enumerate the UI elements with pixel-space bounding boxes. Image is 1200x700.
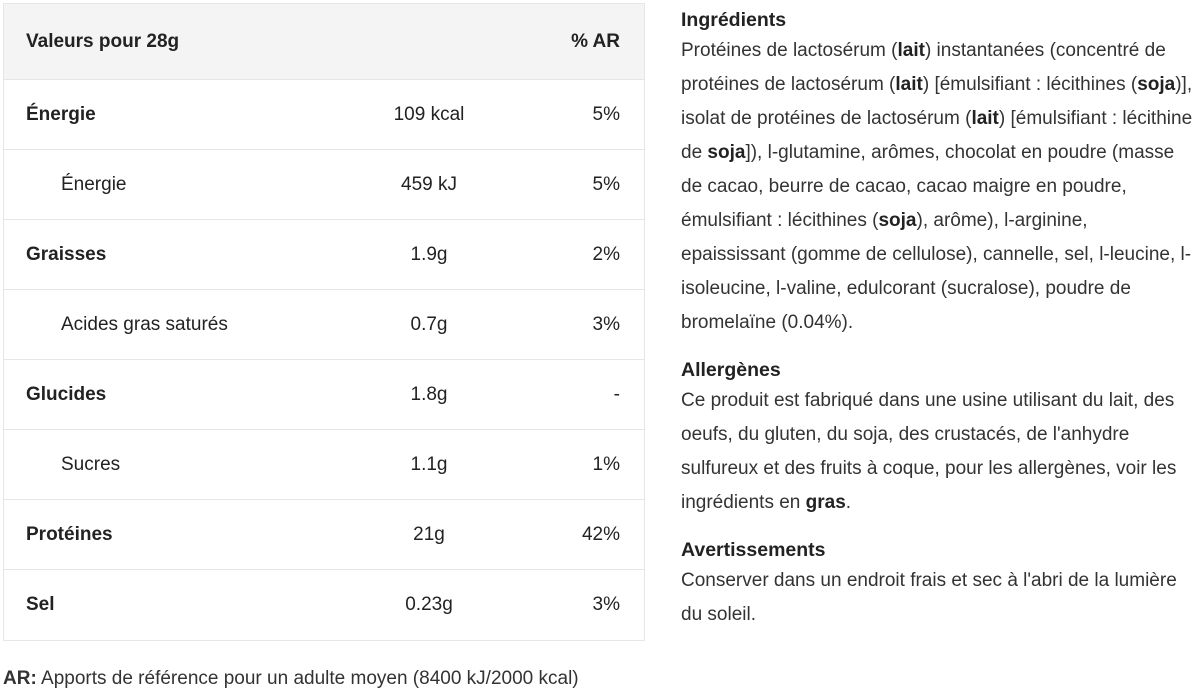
bold-allergen-text: gras <box>805 492 846 513</box>
bold-allergen-text: soja <box>707 142 746 163</box>
warnings-section <box>681 536 1193 632</box>
nutrient-value: 459 kJ <box>401 173 457 195</box>
nutrient-label: Acides gras saturés <box>61 313 228 335</box>
text-segment: ]), l-glutamine, arômes, chocolat en poudre (masse de cacao, beurre de cacao, cacao maigre en poudre, émulsifiant : lécithines ( <box>681 142 1175 231</box>
nutrient-ar: - <box>613 383 620 405</box>
bold-allergen-text: lait <box>897 40 925 61</box>
footnote-text: Apports de référence pour un adulte moyen (8400 kJ/2000 kcal) <box>41 668 579 689</box>
nutrient-ar: 42% <box>581 523 620 545</box>
nutrient-label: Sucres <box>61 453 121 475</box>
table-row <box>4 220 644 290</box>
bold-allergen-text: lait <box>971 108 999 129</box>
product-details <box>681 6 1193 632</box>
text-segment: Protéines de lactosérum ( <box>681 40 898 61</box>
bold-allergen-text: soja <box>878 210 917 231</box>
allergens-title: Allergènes <box>681 359 781 381</box>
table-row <box>4 430 644 500</box>
nutrient-value: 109 kcal <box>393 103 465 125</box>
text-segment: ), arôme), l-arginine, epaississant (gomme de cellulose), cannelle, sel, l-leucine, l-isoleucine, l-valine, edulcorant (sucralose), poudre de bromelaïne (0.04%). <box>681 210 1192 333</box>
text-segment: )], isolat de protéines de lactosérum ( <box>681 74 1193 129</box>
nutrient-ar: 1% <box>592 453 620 475</box>
table-row <box>4 360 644 430</box>
ingredients-text <box>681 34 1193 340</box>
nutrient-ar: 3% <box>592 313 620 335</box>
nutrition-table-header <box>4 4 644 80</box>
header-ar-label: % AR <box>571 30 620 52</box>
nutrient-ar: 2% <box>592 243 620 265</box>
nutrient-value: 21g <box>413 523 445 545</box>
nutrient-label: Énergie <box>26 103 96 125</box>
nutrient-ar: 5% <box>592 173 620 195</box>
nutrient-value: 0.7g <box>410 313 448 335</box>
nutrient-label: Sel <box>26 594 55 615</box>
ar-footnote <box>3 668 579 690</box>
footnote-label: AR: <box>3 668 37 689</box>
table-row <box>4 500 644 570</box>
text-segment: ) [émulsifiant : lécithines ( <box>922 74 1138 95</box>
table-row <box>4 570 644 640</box>
allergens-text <box>681 384 1193 520</box>
table-row <box>4 290 644 360</box>
nutrient-value: 1.8g <box>410 383 448 405</box>
bold-allergen-text: lait <box>895 74 923 95</box>
nutrient-label: Graisses <box>26 243 107 265</box>
nutrient-ar: 3% <box>592 594 620 615</box>
nutrient-label: Protéines <box>26 523 113 545</box>
bold-allergen-text: soja <box>1137 74 1176 95</box>
ingredients-title: Ingrédients <box>681 9 787 31</box>
table-row <box>4 80 644 150</box>
warnings-title: Avertissements <box>681 539 826 561</box>
text-segment: . <box>845 492 852 513</box>
text-segment: ) [émulsifiant : lécithine de <box>681 108 1193 163</box>
ingredients-section <box>681 6 1193 340</box>
nutrient-ar: 5% <box>592 103 620 125</box>
nutrient-label: Énergie <box>61 173 127 195</box>
table-row <box>4 150 644 220</box>
nutrient-value: 0.23g <box>405 594 453 615</box>
nutrient-value: 1.9g <box>410 243 448 265</box>
nutrient-value: 1.1g <box>410 453 448 475</box>
nutrition-table <box>3 3 645 641</box>
nutrient-label: Glucides <box>26 383 107 405</box>
warnings-text: Conserver dans un endroit frais et sec à l'abri de la lumière du soleil. <box>681 570 1177 625</box>
allergens-section <box>681 356 1193 520</box>
text-segment: ) instantanées (concentré de protéines de lactosérum ( <box>681 40 1166 95</box>
text-segment: Ce produit est fabriqué dans une usine utilisant du lait, des oeufs, du gluten, du soja, des crustacés, de l'anhydre sulfureux et des fruits à coque, pour les allergènes, voir les ingrédients en <box>681 390 1177 513</box>
header-serving-label: Valeurs pour 28g <box>26 30 180 52</box>
